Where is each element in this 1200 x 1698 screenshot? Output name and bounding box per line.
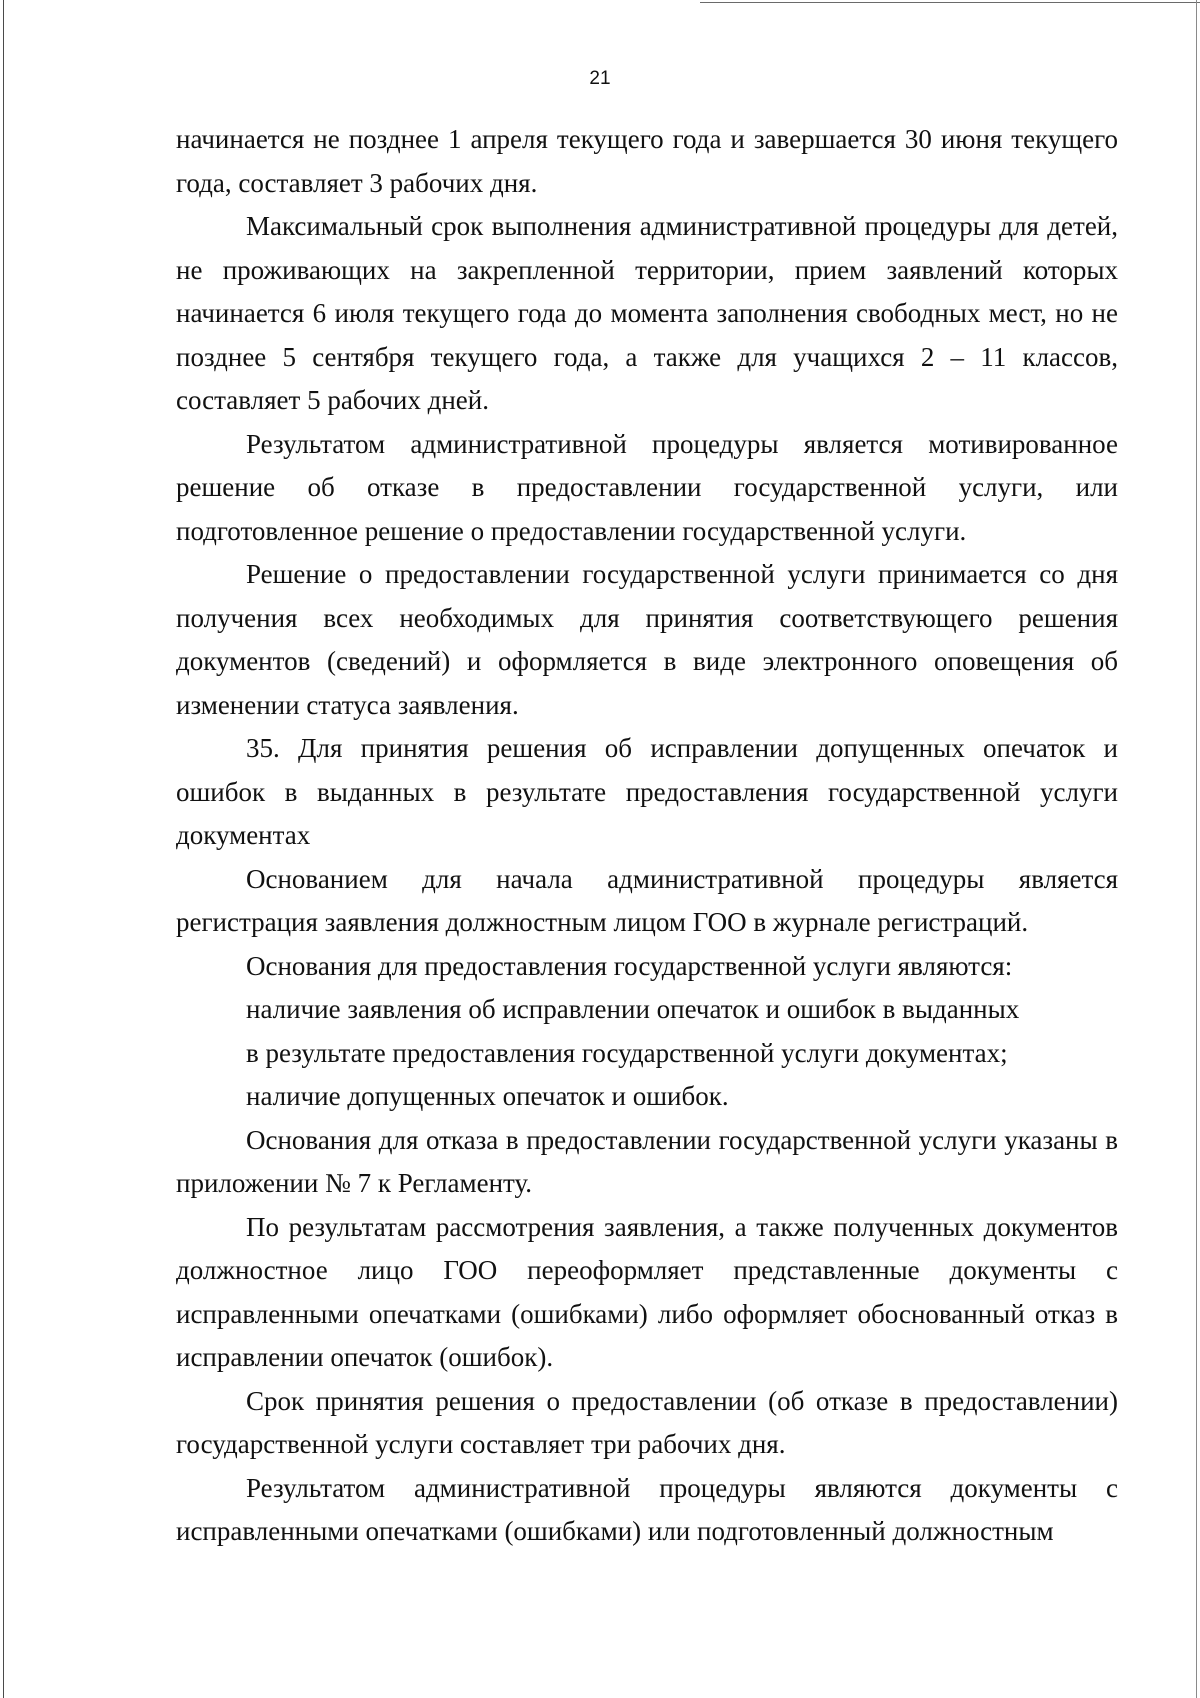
paragraph-14: Результатом административной процедуры являются документы с исправленными опечатками (ошибками) или подготовленный должностным — [176, 1472, 1118, 1546]
paragraph-2: Максимальный срок выполнения административной процедуры для детей, не проживающих на закрепленной территории, прием заявлений которых начинается 6 июля текущего года до момента заполнения свободных мест, но не позднее 5 сентября текущего года, а также для учащихся 2 – 11 классов, составляет 5 рабочих дней. — [176, 211, 1118, 415]
scan-edge-left — [3, 0, 4, 1698]
paragraph-7: Основания для предоставления государственной услуги являются: — [246, 950, 1013, 981]
scan-edge-top — [700, 2, 1200, 3]
paragraph-3: Результатом административной процедуры является мотивированное решение об отказе в предоставлении государственной услуги, или подготовленное решение о предоставлении государственной услуги. — [176, 428, 1118, 546]
paragraph-12: По результатам рассмотрения заявления, а также полученных документов должностное лицо ГОО переоформляет представленные документы с исправленными опечатками (ошибками) либо оформляет обоснованный отказ в исправлении опечаток (ошибок). — [176, 1211, 1118, 1372]
page-number: 21 — [589, 68, 611, 89]
paragraph-1: начинается не позднее 1 апреля текущего года и завершается 30 июня текущего года, составляет 3 рабочих дня. — [176, 124, 1118, 198]
paragraph-11: Основания для отказа в предоставлении государственной услуги указаны в приложении № 7 к Регламенту. — [176, 1124, 1118, 1198]
page-body — [176, 118, 1118, 1554]
paragraph-6: Основанием для начала административной процедуры является регистрация заявления должностным лицом ГОО в журнале регистраций. — [176, 863, 1118, 937]
paragraph-9: в результате предоставления государственной услуги документах; — [246, 1037, 1008, 1068]
paragraph-10: наличие допущенных опечаток и ошибок. — [246, 1081, 729, 1111]
paragraph-5: 35. Для принятия решения об исправлении допущенных опечаток и ошибок в выданных в результате предоставления государственной услуги документах — [176, 733, 1118, 850]
scan-edge-right — [1196, 0, 1197, 1698]
paragraph-13: Срок принятия решения о предоставлении (об отказе в предоставлении) государственной услуги составляет три рабочих дня. — [176, 1385, 1118, 1459]
paragraph-4: Решение о предоставлении государственной услуги принимается со дня получения всех необходимых для принятия соответствующего решения документов (сведений) и оформляется в виде электронного оповещения об изменении статуса заявления. — [176, 559, 1118, 720]
paragraph-8: наличие заявления об исправлении опечаток и ошибок в выданных — [246, 994, 1020, 1024]
